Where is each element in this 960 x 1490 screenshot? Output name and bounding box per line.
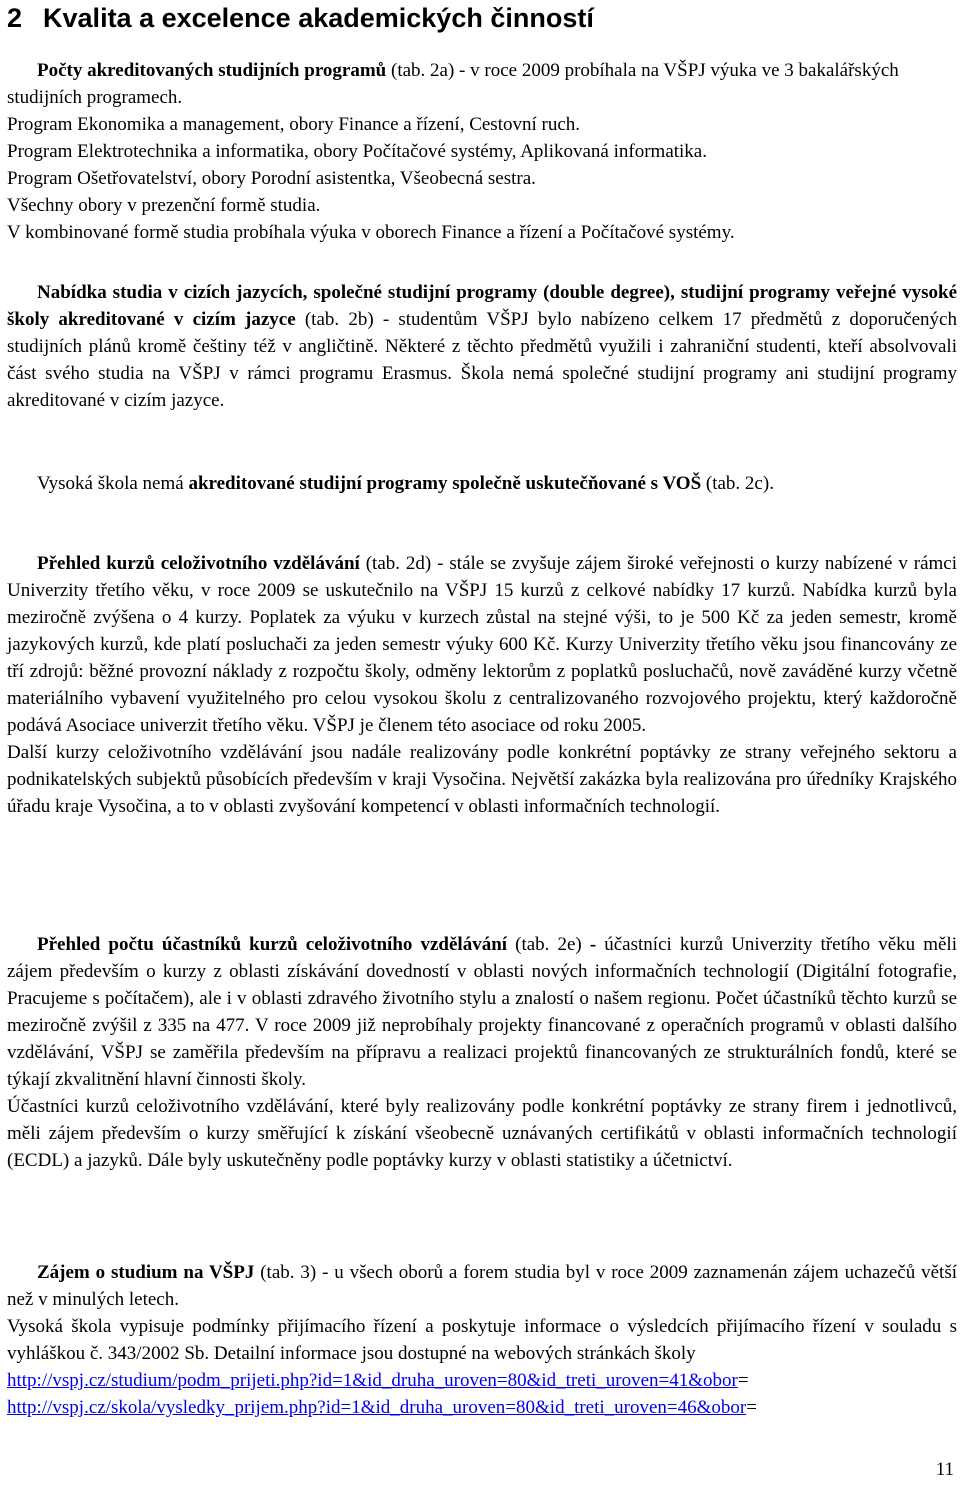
paragraph-course-participants: Přehled počtu účastníků kurzů celoživotního vzdělávání (tab. 2e) - účastníci kurzů Univerzity třetího věku měli zájem především o kurzy z oblasti získávání dovedností v oblasti nových informačních technologií (Digitální fotografie, Pracujeme s počítačem), ale i v oblasti zdravého životního stylu a znalostí o našem regionu. Počet účastníků těchto kurzů se meziročně zvýšil z 335 na 477. V roce 2009 již neprobíhaly projekty financované z operačních programů v oblasti dalšího vzdělávání, VŠPJ se zaměřila především na přípravu a realizaci projektů financovaných ze strukturálních fondů, které se týkají zkvalitnění hlavní činnosti školy. Účastníci kurzů celoživotního vzdělávání, které byly realizovány podle konkrétní poptávky ze strany firem i jednotlivců, měli zájem především o kurzy směřující k získání všeobecně uznávaných certifikátů v oblasti informačních technologií (ECDL) a jazyků. Dále byly uskutečněny podle poptávky kurzy v oblasti statistiky a účetnictví. [7,934,957,1171]
page-number: 11 [935,1459,954,1480]
paragraph-foreign-language-study: Nabídka studia v cizích jazycích, společné studijní programy (double degree), studijní programy veřejné vysoké školy akreditované v cizím jazyce (tab. 2b) - studentům VŠPJ bylo nabízeno celkem 17 předmětů z doporučených studijních plánů kromě češtiny též v angličtině. Některé z těchto předmětů využili i zahraniční studenti, kteří absolvovali část svého studia na VŠPJ v rámci programu Erasmus. Škola nemá společné studijní programy ani studijní programy akreditované v cizím jazyce. [7,282,957,411]
section-heading [7,2,594,34]
section-number: 2 [7,3,23,33]
paragraph-accredited-programs: Počty akreditovaných studijních programů (tab. 2a) - v roce 2009 probíhala na VŠPJ výuka ve 3 bakalářských studijních programech. Program Ekonomika a management, obory Finance a řízení, Cestovní ruch. Program Elektrotechnika a informatika, obory Počítačové systémy, Aplikovaná informatika. Program Ošetřovatelství, obory Porodní asistentka, Všeobecná sestra. Všechny obory v prezenční formě studia. V kombinované formě studia probíhala výuka v oborech Finance a řízení a Počítačové systémy. [7,60,899,243]
paragraph-lifelong-courses: Přehled kurzů celoživotního vzdělávání (tab. 2d) - stále se zvyšuje zájem široké veřejnosti o kurzy nabízené v rámci Univerzity třetího věku, v roce 2009 se uskutečnilo na VŠPJ 15 kurzů z celkové nabídky 17 kurzů. Nabídka kurzů byla meziročně zvýšena o 4 kurzy. Poplatek za výuku v kurzech zůstal na stejné výši, to je 500 Kč za jeden semestr, kromě jazykových kurzů, kde platí posluchači za jeden semestr výuky 600 Kč. Kurzy Univerzity třetího věku jsou financovány ze tří zdrojů: běžné provozní náklady z rozpočtu školy, odměny lektorům z poplatků posluchačů, nově zaváděné kurzy včetně materiálního vybavení využitelného pro celou vysokou školu z centralizovaného rozvojového projektu, který každoročně podává Asociace univerzit třetího věku. VŠPJ je členem této asociace od roku 2005. Další kurzy celoživotního vzdělávání jsou nadále realizovány podle konkrétní poptávky ze strany veřejného sektoru a podnikatelských subjektů působících především v kraji Vysočina. Největší zakázka byla realizována pro úředníky Krajského úřadu kraje Vysočina, a to v oblasti zvyšování kompetencí v oblasti informačních technologií. [7,553,957,817]
lead-lifelong-courses: Přehled kurzů celoživotního vzdělávání [37,553,360,574]
lead-study-interest: Zájem o studium na VŠPJ [37,1262,255,1283]
link-admission-results[interactable]: http://vspj.cz/skola/vysledky_prijem.php?id=1&id_druha_uroven=80&id_treti_uroven=46&obor [7,1397,747,1418]
lead-vos-programs: akreditované studijní programy společně uskutečňované s VOŠ [188,473,702,494]
paragraph-vos-programs: Vysoká škola nemá akreditované studijní programy společně uskutečňované s VOŠ (tab. 2c). [37,473,774,494]
lead-course-participants: Přehled počtu účastníků kurzů celoživotního vzdělávání [37,934,508,955]
lead-foreign-language-study: Nabídka studia v cizích jazycích, společné studijní programy (double degree), studijní programy veřejné vysoké školy akreditované v cizím jazyce [7,282,957,330]
section-title: Kvalita a excelence akademických činností [43,3,594,33]
lead-accredited-programs: Počty akreditovaných studijních programů [37,60,387,81]
paragraph-study-interest: Zájem o studium na VŠPJ (tab. 3) - u všech oborů a forem studia byl v roce 2009 zaznamenán zájem uchazečů větší než v minulých letech. Vysoká škola vypisuje podmínky přijímacího řízení a poskytuje informace o výsledcích přijímacího řízení v souladu s vyhláškou č. 343/2002 Sb. Detailní informace jsou dostupné na webových stránkách školy http://vspj.cz/studium/podm_prijeti.php?id=1&id_druha_uroven=80&id_treti_uroven=41&obor= http://vspj.cz/skola/vysledky_prijem.php?id=1&id_druha_uroven=80&id_treti_uroven=46&obor= [7,1262,957,1418]
link-admission-conditions[interactable]: http://vspj.cz/studium/podm_prijeti.php?id=1&id_druha_uroven=80&id_treti_uroven=41&obor [7,1370,738,1391]
